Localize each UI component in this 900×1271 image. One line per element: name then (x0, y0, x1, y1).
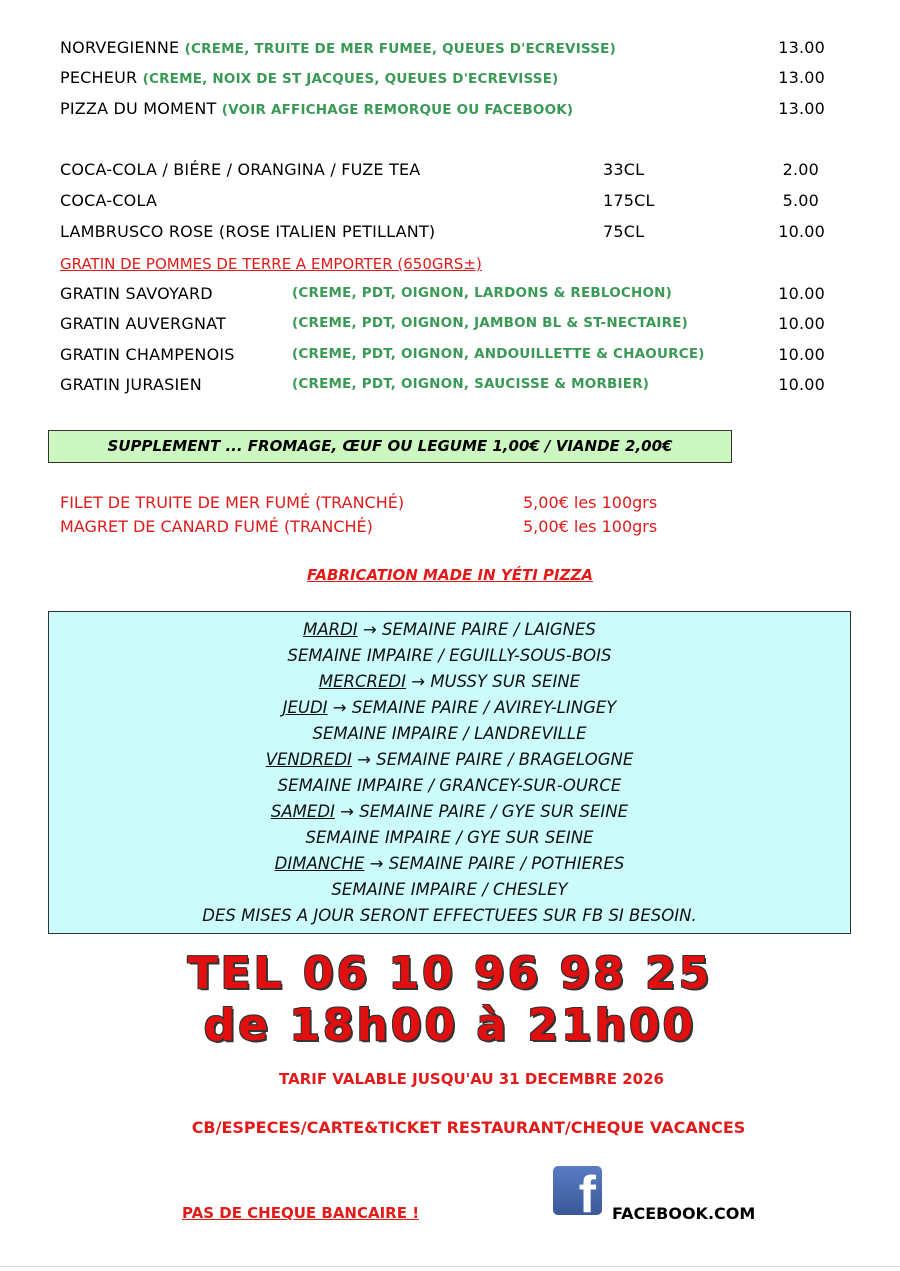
payment-methods: CB/ESPECES/CARTE&TICKET RESTAURANT/CHEQUE VACANCES (191, 1118, 746, 1137)
menu-row (60, 68, 825, 90)
gratin-name: GRATIN JURASIEN (60, 375, 202, 394)
day-label: JEUDI (282, 698, 328, 717)
schedule-line: SEMAINE IMPAIRE / CHESLEY (331, 880, 568, 899)
gratin-row (60, 314, 825, 336)
drink-row (60, 191, 825, 213)
item-price: 13.00 (778, 99, 825, 118)
drink-name: COCA-COLA (60, 191, 158, 210)
item-name: NORVEGIENNE (60, 38, 180, 57)
menu-row (60, 99, 825, 121)
opening-hours: de 18h00 à 21h00 (203, 1000, 697, 1051)
schedule-line: VENDREDI → SEMAINE PAIRE / BRAGELOGNE (265, 750, 634, 769)
drink-volume: 75CL (603, 222, 645, 241)
gratin-description: (CREME, PDT, OIGNON, JAMBON BL & ST-NECTAIRE) (292, 315, 689, 331)
fabrication-note: FABRICATION MADE IN YÉTI PIZZA (307, 566, 593, 584)
gratin-description: (CREME, PDT, OIGNON, SAUCISSE & MORBIER) (292, 376, 650, 392)
smoked-item-price: 5,00€ les 100grs (523, 493, 658, 512)
page-divider (0, 1266, 900, 1267)
day-label: MERCREDI (318, 672, 406, 691)
menu-row (60, 38, 825, 60)
drink-row (60, 222, 825, 244)
smoked-item-price: 5,00€ les 100grs (523, 517, 658, 536)
gratin-description: (CREME, PDT, OIGNON, LARDONS & REBLOCHON) (292, 285, 673, 301)
gratin-price: 10.00 (778, 284, 825, 303)
gratin-description: (CREME, PDT, OIGNON, ANDOUILLETTE & CHAOURCE) (292, 346, 705, 362)
schedule-line: JEUDI → SEMAINE PAIRE / AVIREY-LINGEY (282, 698, 617, 717)
drink-name: LAMBRUSCO ROSE (ROSE ITALIEN PETILLANT) (60, 222, 436, 241)
gratin-price: 10.00 (778, 345, 825, 364)
schedule-line: MERCREDI → MUSSY SUR SEINE (318, 672, 581, 691)
phone-number: TEL 06 10 96 98 25 (187, 948, 713, 999)
gratin-price: 10.00 (778, 375, 825, 394)
gratin-name: GRATIN SAVOYARD (60, 284, 213, 303)
gratin-price: 10.00 (778, 314, 825, 333)
schedule-note: DES MISES A JOUR SERONT EFFECTUEES SUR FB SI BESOIN. (202, 906, 697, 925)
day-label: VENDREDI (265, 750, 352, 769)
drink-name: COCA-COLA / BIÉRE / ORANGINA / FUZE TEA (60, 160, 421, 179)
schedule-line: DIMANCHE → SEMAINE PAIRE / POTHIERES (274, 854, 625, 873)
smoked-item-name: FILET DE TRUITE DE MER FUMÉ (TRANCHÉ) (60, 493, 405, 512)
item-description: (VOIR AFFICHAGE REMORQUE OU FACEBOOK) (221, 102, 574, 118)
no-cheque-notice: PAS DE CHEQUE BANCAIRE ! (182, 1204, 420, 1222)
smoked-item-name: MAGRET DE CANARD FUMÉ (TRANCHÉ) (60, 517, 373, 536)
drink-price: 10.00 (778, 222, 825, 241)
drink-price: 5.00 (782, 191, 819, 210)
tarif-validity: TARIF VALABLE JUSQU'AU 31 DECEMBRE 2026 (279, 1070, 664, 1088)
item-name: PIZZA DU MOMENT (60, 99, 217, 118)
drink-row (60, 160, 825, 182)
item-name: PECHEUR (60, 68, 138, 87)
day-label: DIMANCHE (274, 854, 365, 873)
item-description: (CREME, NOIX DE ST JACQUES, QUEUES D'ECREVISSE) (142, 71, 559, 87)
gratin-row (60, 345, 825, 367)
facebook-icon[interactable]: f (553, 1166, 602, 1215)
schedule-line: SEMAINE IMPAIRE / LANDREVILLE (312, 724, 587, 743)
gratin-row (60, 375, 825, 397)
gratin-name: GRATIN CHAMPENOIS (60, 345, 235, 364)
gratin-row (60, 284, 825, 306)
gratin-section-title: GRATIN DE POMMES DE TERRE A EMPORTER (650GRS±) (60, 255, 482, 273)
drink-volume: 175CL (603, 191, 655, 210)
schedule-line: SAMEDI → SEMAINE PAIRE / GYE SUR SEINE (270, 802, 629, 821)
item-description: (CREME, TRUITE DE MER FUMEE, QUEUES D'ECREVISSE) (184, 41, 616, 57)
gratin-name: GRATIN AUVERGNAT (60, 314, 226, 333)
schedule-box (48, 611, 851, 934)
schedule-line: MARDI → SEMAINE PAIRE / LAIGNES (303, 620, 596, 639)
drink-volume: 33CL (603, 160, 645, 179)
item-price: 13.00 (778, 38, 825, 57)
facebook-link[interactable]: FACEBOOK.COM (612, 1204, 756, 1223)
supplement-box: SUPPLEMENT ... FROMAGE, ŒUF OU LEGUME 1,00€ / VIANDE 2,00€ (48, 430, 732, 463)
schedule-line: SEMAINE IMPAIRE / GYE SUR SEINE (305, 828, 594, 847)
schedule-line: SEMAINE IMPAIRE / GRANCEY-SUR-OURCE (277, 776, 622, 795)
item-price: 13.00 (778, 68, 825, 87)
day-label: SAMEDI (270, 802, 335, 821)
drink-price: 2.00 (782, 160, 819, 179)
day-label: MARDI (303, 620, 358, 639)
schedule-line: SEMAINE IMPAIRE / EGUILLY-SOUS-BOIS (287, 646, 612, 665)
